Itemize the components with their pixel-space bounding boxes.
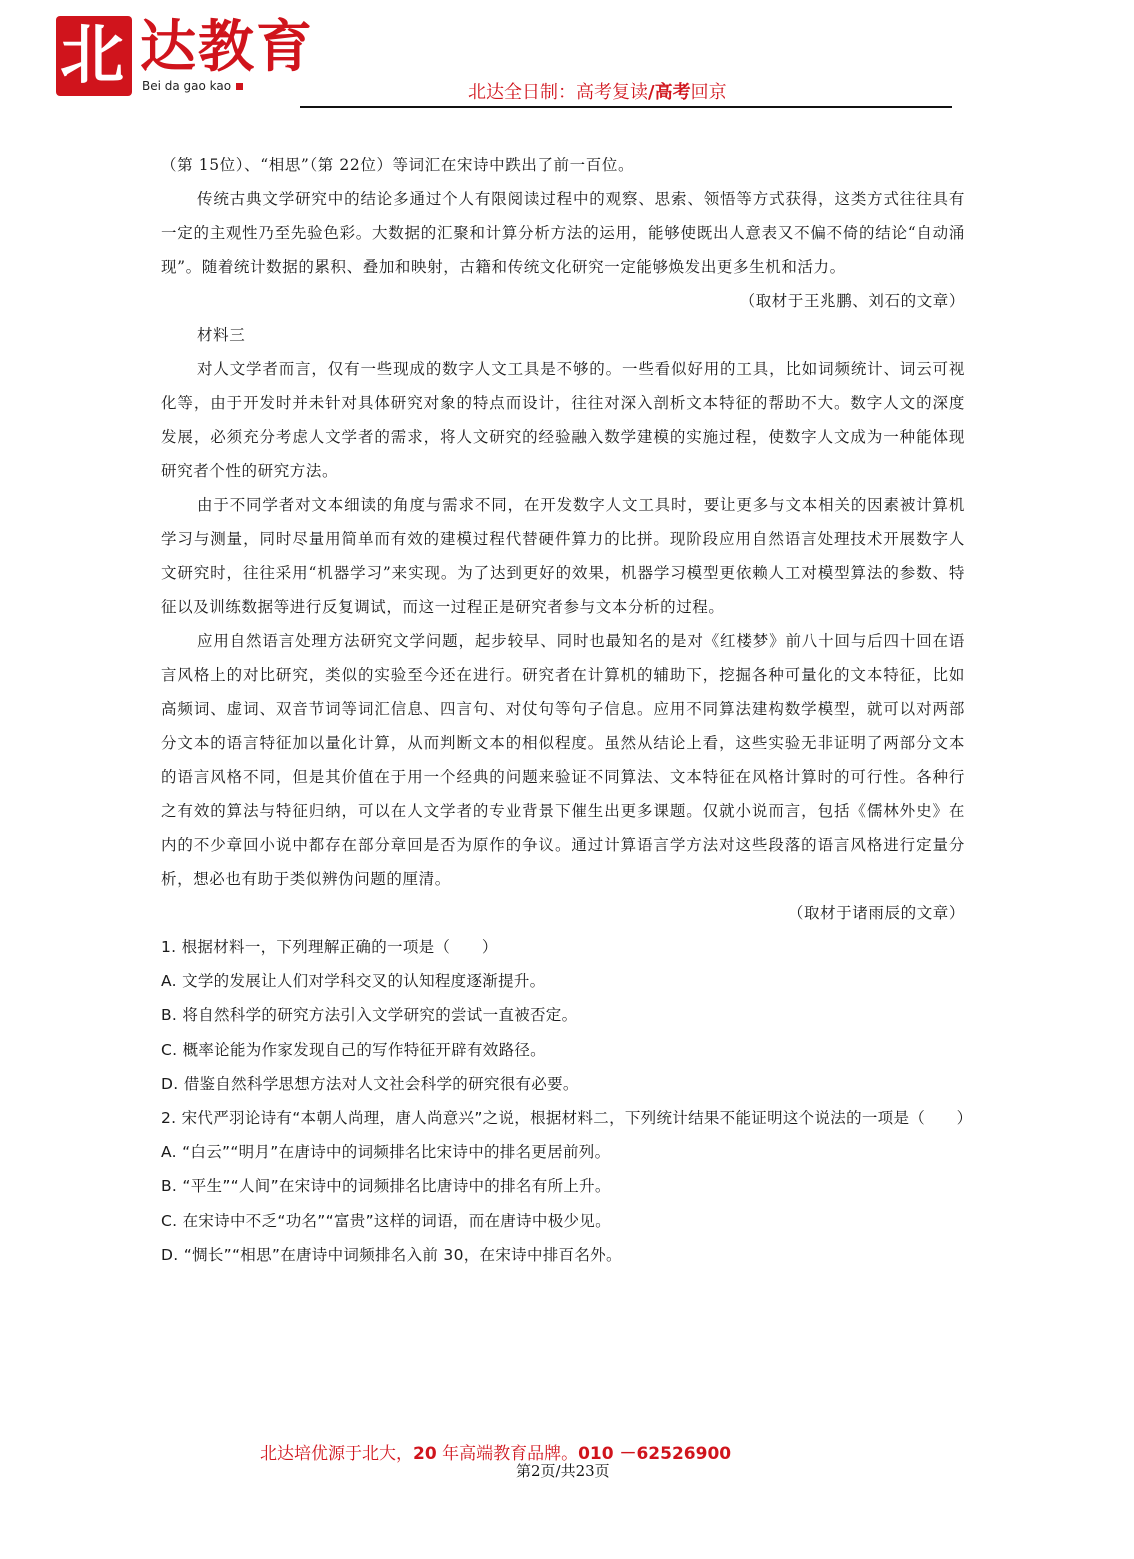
- question-1: 1. 根据材料一，下列理解正确的一项是（ ）: [161, 938, 498, 956]
- source-citation: （取材于诸雨辰的文章）: [787, 904, 965, 922]
- logo-seal: [56, 16, 132, 96]
- question-2-option-a: A. “白云”“明月”在唐诗中的词频排名比宋诗中的排名更居前列。: [161, 1143, 611, 1162]
- page-content: [161, 148, 973, 1272]
- page-number: 第2页/共23页: [516, 1462, 610, 1480]
- header-divider: [300, 106, 952, 108]
- paragraph: 应用自然语言处理方法研究文学问题，起步较早、同时也最知名的是对《红楼梦》前八十回与后四十回在语言风格上的对比研究，类似的实验至今还在进行。研究者在计算机的辅助下，挖掘各种可量化的文本特征，比如高频词、虚词、双音节词等词汇信息、四言句、对仗句等句子信息。应用不同算法建构数学模型，就可以对两部分文本的语言特征加以量化计算，从而判断文本的相似程度。虽然从结论上看，这些实验无非证明了两部分文本的语言风格不同，但是其价值在于用一个经典的问题来验证不同算法、文本特征在风格计算时的可行性。各种行之有效的算法与特征归纳，可以在人文学者的专业背景下催生出更多课题。仅就小说而言，包括《儒林外史》在内的不少章回小说中都存在部分章回是否为原作的争议。通过计算语言学方法对这些段落的语言风格进行定量分析，想必也有助于类似辨伪问题的厘清。: [161, 632, 965, 888]
- paragraph: 对人文学者而言，仅有一些现成的数字人文工具是不够的。一些看似好用的工具，比如词频统计、词云可视化等，由于开发时并未针对具体研究对象的特点而设计，往往对深入剖析文本特征的帮助不大。数字人文的深度发展，必须充分考虑人文学者的需求，将人文研究的经验融入数学建模的实施过程，使数字人文成为一种能体现研究者个性的研究方法。: [161, 360, 965, 480]
- paragraph: 传统古典文学研究中的结论多通过个人有限阅读过程中的观察、思索、领悟等方式获得，这类方式往往具有一定的主观性乃至先验色彩。大数据的汇聚和计算分析方法的运用，能够使既出人意表又不偏不倚的结论“自动涌现”。随着统计数据的累积、叠加和映射，古籍和传统文化研究一定能够焕发出更多生机和活力。: [161, 190, 965, 276]
- question-2: 2. 宋代严羽论诗有“本朝人尚理，唐人尚意兴”之说，根据材料二，下列统计结果不能证明这个说法的一项是（ ）: [161, 1109, 973, 1128]
- paragraph: 由于不同学者对文本细读的角度与需求不同，在开发数字人文工具时，要让更多与文本相关的因素被计算机学习与测量，同时尽量用简单而有效的建模过程代替硬件算力的比拼。现阶段应用自然语言处理技术开展数字人文研究时，往往采用“机器学习”来实现。为了达到更好的效果，机器学习模型更依赖人工对模型算法的参数、特征以及训练数据等进行反复调试，而这一过程正是研究者参与文本分析的过程。: [161, 496, 965, 616]
- brand-logo: [56, 16, 356, 100]
- paragraph-continued: （第 15位）、“相思”（第 22位）等词汇在宋诗中跌出了前一百位。: [161, 156, 635, 174]
- header-tagline: 北达全日制：高考复读/高考回京: [468, 82, 727, 103]
- question-2-option-b: B. “平生”“人间”在宋诗中的词频排名比唐诗中的排名有所上升。: [161, 1177, 611, 1196]
- question-1-option-b: B. 将自然科学的研究方法引入文学研究的尝试一直被否定。: [161, 1006, 578, 1025]
- logo-subtitle: Bei da gao kao: [142, 78, 243, 94]
- question-1-option-d: D. 借鉴自然科学思想方法对人文社会科学的研究很有必要。: [161, 1074, 579, 1093]
- question-1-option-a: A. 文学的发展让人们对学科交叉的认知程度逐渐提升。: [161, 972, 546, 991]
- logo-name: 达教育: [140, 14, 314, 80]
- section-heading: 材料三: [197, 326, 246, 344]
- source-citation: （取材于王兆鹏、刘石的文章）: [739, 292, 965, 310]
- question-1-option-c: C. 概率论能为作家发现自己的写作特征开辟有效路径。: [161, 1040, 546, 1059]
- question-2-option-c: C. 在宋诗中不乏“功名”“富贵”这样的词语，而在唐诗中极少见。: [161, 1211, 611, 1230]
- footer-advertisement: 北达培优源于北大，20 年高端教育品牌。010 －62526900: [260, 1444, 732, 1464]
- logo-mark: 北: [60, 18, 124, 93]
- question-2-option-d: D. “惆长”“相思”在唐诗中词频排名入前 30，在宋诗中排百名外。: [161, 1245, 622, 1264]
